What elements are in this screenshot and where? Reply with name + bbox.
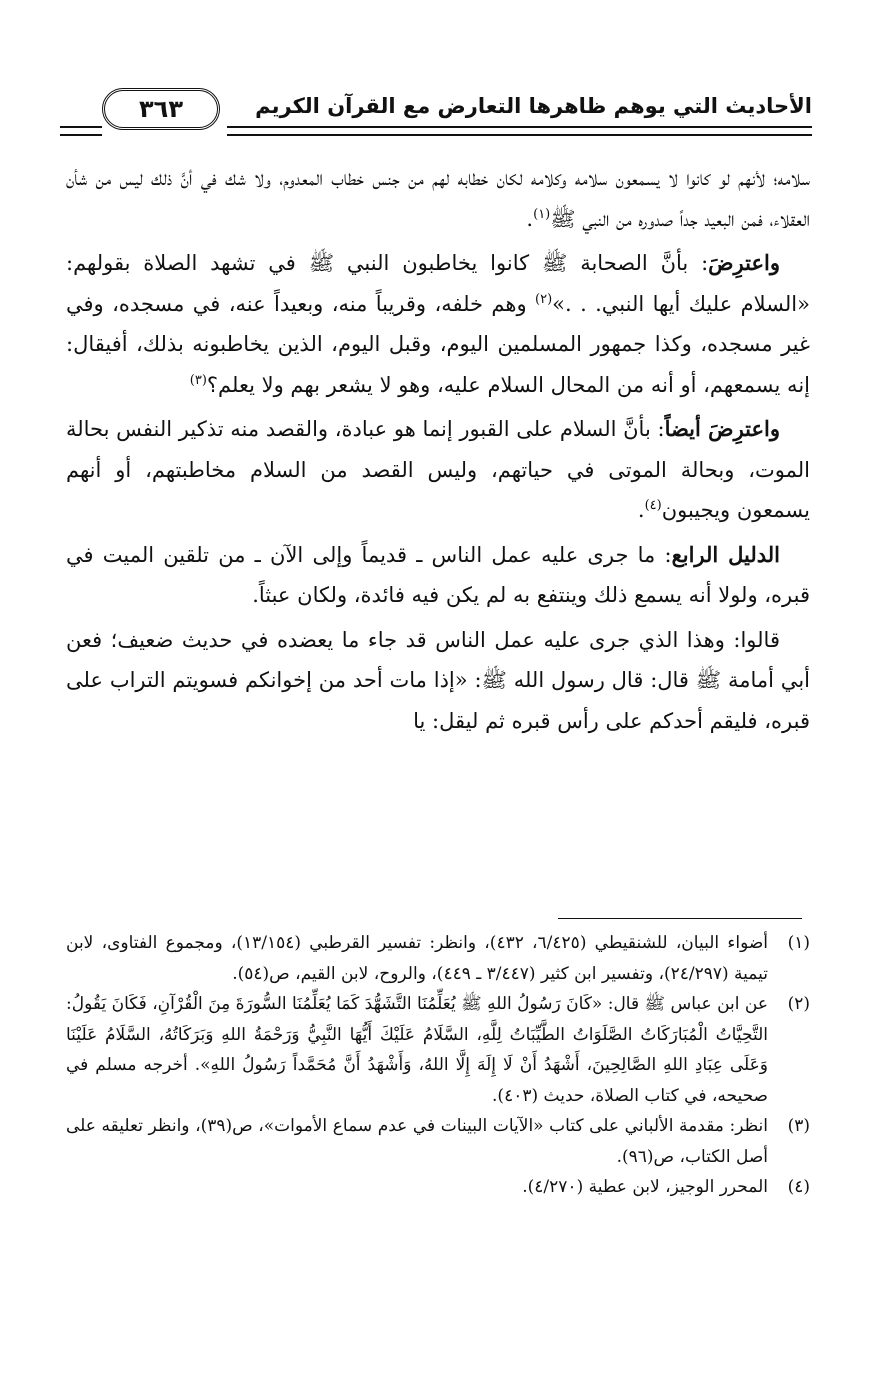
paragraph-5-text: قالوا: وهذا الذي جرى عليه عمل الناس قد جاء ما يعضده في حديث ضعيف؛ فعن أبي أمامة ﷺ قال: قال رسول الله ﷺ: «إذا مات أحد من إخوانكم فسويتم التراب على قبره، فليقم أحدكم على رأس قبره ثم ليقل: يا <box>66 627 810 733</box>
footnote-3 <box>66 1111 810 1172</box>
footnote-text: انظر: مقدمة الألباني على كتاب «الآيات البينات في عدم سماع الأموات»، ص(٣٩)، وانظر تعليقه على أصل الكتاب، ص(٩٦). <box>66 1116 768 1167</box>
paragraph-3-text: : بأنَّ السلام على القبور إنما هو عبادة، والقصد منه تذكير النفس بحالة الموت، وبحالة الموتى في حياتهم، وليس القصد من السلام مخاطبتهم، أو أنهم يسمعون ويجيبون <box>66 417 810 522</box>
footnote-ref-3: (٣) <box>189 372 207 388</box>
paragraph-4 <box>66 535 810 616</box>
paragraph-1 <box>66 158 810 239</box>
footnote-separator <box>558 918 802 919</box>
main-text <box>66 158 810 745</box>
paragraph-3-lead: واعترِضَ أيضاً <box>664 416 780 441</box>
paragraph-4-lead: الدليل الرابع <box>671 541 780 567</box>
footnote-number: (٤) <box>787 1177 810 1197</box>
page-header <box>60 88 812 138</box>
footnote-2 <box>66 989 810 1111</box>
footnote-text: المحرر الوجيز، لابن عطية (٤/٢٧٠). <box>522 1177 768 1197</box>
paragraph-2-text-b: وهم خلفه، وقريباً منه، وبعيداً عنه، في مسجده، وفي غير مسجده، وكذا جمهور المسلمين اليوم، وقبل اليوم، الذين يخاطبونه بذلك، أفيقال: إنه يسمعهم، أو أنه من المحال السلام عليه، وهو لا يشعر بهم ولا يعلم؟ <box>66 291 810 397</box>
header-double-rule <box>227 126 812 136</box>
page-number: ٣٦٣ <box>139 95 183 123</box>
footnote-number: (٣) <box>787 1116 810 1136</box>
paragraph-4-text: : ما جرى عليه عمل الناس ـ قديماً وإلى الآن ـ من تلقين الميت في قبره، ولولا أنه يسمع ذلك وينتفع به لم يكن فيه فائدة، ولكان عبثاً. <box>66 542 810 607</box>
footnote-number: (١) <box>787 933 810 953</box>
footnote-4 <box>66 1172 810 1203</box>
paragraph-3-end: . <box>637 498 645 522</box>
footnote-text: أضواء البيان، للشنقيطي (٦/٤٢٥، ٤٣٢)، وانظر: تفسير القرطبي (١٣/١٥٤)، ومجموع الفتاوى، لابن تيمية (٢٤/٢٩٧)، وتفسير ابن كثير (٣/٤٤٧ ـ ٤٤٩)، والروح، لابن القيم، ص(٥٤). <box>66 933 769 984</box>
footnotes <box>66 928 810 1203</box>
header-double-rule-left <box>60 126 102 136</box>
paragraph-1-text: سلامه؛ لأنهم لو كانوا لا يسمعون سلامه وكلامه لكان خطابه لهم من جنس خطاب المعدوم، ولا شك في أنَّ ذلك ليس من شأن العقلاء، فمن البعيد جداً صدوره من النبي ﷺ <box>66 166 810 231</box>
paragraph-2 <box>66 243 810 405</box>
paragraph-2-text-a: : بأنَّ الصحابة ﷺ كانوا يخاطبون النبي ﷺ في تشهد الصلاة بقولهم: «السلام عليك أيها النبي. . .» <box>66 251 810 316</box>
running-title: الأحاديث التي يوهم ظاهرها التعارض مع القرآن الكريم <box>255 94 812 118</box>
paragraph-3 <box>66 409 810 531</box>
paragraph-5 <box>66 620 810 742</box>
paragraph-2-lead: واعترِضَ <box>708 250 780 275</box>
footnote-ref-1: (١) <box>533 206 551 222</box>
footnote-number: (٢) <box>787 994 810 1014</box>
footnote-text: عن ابن عباس ﷺ قال: «كَانَ رَسُولُ اللهِ ﷺ يُعَلِّمُنَا التَّشَهُّدَ كَمَا يُعَلِّمُنَا السُّورَةَ مِنَ الْقُرْآنِ، فَكَانَ يَقُولُ: التَّحِيَّاتُ الْمُبَارَكَاتُ الصَّلَوَاتُ الطَّيِّبَاتُ لِلَّهِ، السَّلَامُ عَلَيْكَ أَيُّهَا النَّبِيُّ وَرَحْمَةُ اللهِ وَبَرَكَاتُهُ، السَّلَامُ عَلَيْنَا وَعَلَى عِبَادِ اللهِ الصَّالِحِينَ، أَشْهَدُ أَنْ لَا إِلَهَ إِلَّا اللهُ، وَأَشْهَدُ أَنَّ مُحَمَّداً رَسُولُ اللهِ». أخرجه مسلم في صحيحه، في كتاب الصلاة، حديث (٤٠٣). <box>66 994 768 1106</box>
footnote-ref-2: (٢) <box>535 291 553 307</box>
footnote-ref-4: (٤) <box>644 498 662 513</box>
paragraph-1-end: . <box>526 206 534 231</box>
page-number-badge <box>102 88 220 130</box>
footnote-1 <box>66 928 810 989</box>
